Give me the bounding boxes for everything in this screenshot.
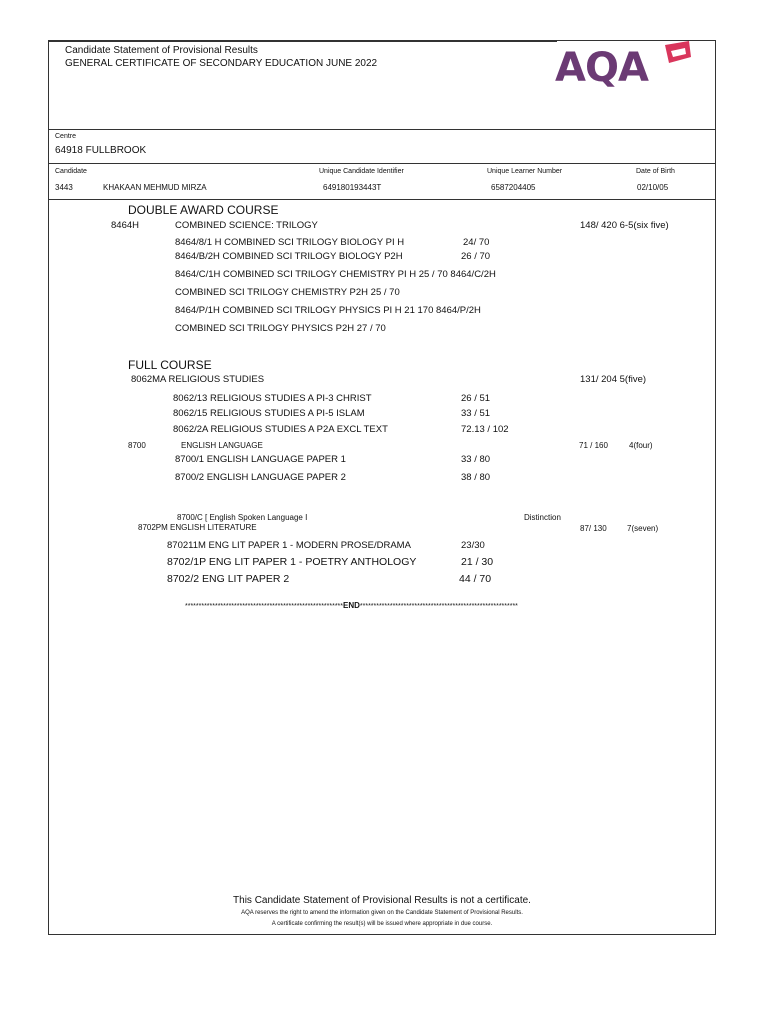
- lit-score: 23/30: [461, 540, 485, 551]
- statement-header: [49, 41, 715, 130]
- centre-value: 64918 FULLBROOK: [55, 145, 147, 156]
- end-marker: [185, 601, 518, 610]
- statement-title: Candidate Statement of Provisional Results: [65, 45, 258, 56]
- science-line: 8464/8/1 H COMBINED SCI TRILOGY BIOLOGY PI H: [175, 237, 405, 248]
- rs-title: 8062MA RELIGIOUS STUDIES: [131, 374, 265, 385]
- rs-score: 72.13 / 102: [461, 424, 509, 435]
- end-stars-left: **********************************************************: [185, 603, 343, 610]
- english-language-code: 8700: [128, 441, 146, 450]
- english-literature-title: 8702PM ENGLISH LITERATURE: [138, 523, 257, 532]
- end-stars-right: **********************************************************: [359, 603, 518, 610]
- rs-score: 26 / 51: [461, 393, 491, 404]
- centre-section: [49, 129, 715, 164]
- science-line: 8464/P/1H COMBINED SCI TRILOGY PHYSICS PI H 21 170 8464/P/2H: [175, 305, 481, 316]
- english-literature-grade: 7(seven): [627, 524, 659, 533]
- header-rule: [49, 41, 557, 42]
- candidate-label: Candidate: [55, 168, 87, 175]
- rs-result: 131/ 204 5(five): [580, 374, 647, 385]
- science-result: 148/ 420 6-5(six five): [580, 220, 669, 231]
- candidate-number: 3443: [55, 183, 73, 192]
- amend-notice: AQA reserves the right to amend the information given on the Candidate Statement of Provisional Results.: [241, 910, 523, 916]
- spoken-language-line: 8700/C [ English Spoken Language I: [177, 513, 308, 522]
- not-certificate-notice: This Candidate Statement of Provisional Results is not a certificate.: [233, 895, 531, 906]
- lit-line: 8702/2 ENG LIT PAPER 2: [167, 573, 290, 585]
- certificate-notice: A certificate confirming the result(s) will be issued where appropriate in due course.: [271, 921, 493, 927]
- dob-value: 02/10/05: [637, 183, 669, 192]
- qualification-title: GENERAL CERTIFICATE OF SECONDARY EDUCATION JUNE 2022: [65, 58, 378, 69]
- science-score: 26 / 70: [461, 251, 491, 262]
- lit-score: 21 / 30: [461, 556, 494, 568]
- english-literature-score: 87/ 130: [580, 524, 607, 533]
- science-code: 8464H: [111, 220, 139, 231]
- aqa-logo-text: AQA: [555, 45, 648, 91]
- lit-score: 44 / 70: [459, 573, 492, 585]
- el-score: 33 / 80: [461, 454, 491, 465]
- english-language-grade: 4(four): [629, 441, 653, 450]
- science-line: 8464/C/1H COMBINED SCI TRILOGY CHEMISTRY PI H 25 / 70 8464/C/2H: [175, 269, 496, 280]
- rs-score: 33 / 51: [461, 408, 491, 419]
- el-score: 38 / 80: [461, 472, 491, 483]
- rs-line: 8062/13 RELIGIOUS STUDIES A PI-3 CHRIST: [173, 393, 372, 404]
- el-line: 8700/2 ENGLISH LANGUAGE PAPER 2: [175, 472, 346, 483]
- candidate-name: KHAKAAN MEHMUD MIRZA: [103, 183, 207, 192]
- candidate-section: [49, 163, 715, 200]
- science-line: COMBINED SCI TRILOGY CHEMISTRY P2H 25 / 70: [175, 287, 400, 298]
- uln-label: Unique Learner Number: [487, 168, 563, 175]
- lit-line: 870211M ENG LIT PAPER 1 - MODERN PROSE/DRAMA: [167, 540, 411, 551]
- lit-line: 8702/1P ENG LIT PAPER 1 - POETRY ANTHOLOGY: [167, 556, 417, 568]
- english-language-title: ENGLISH LANGUAGE: [181, 441, 263, 450]
- rs-line: 8062/15 RELIGIOUS STUDIES A PI-5 ISLAM: [173, 408, 365, 419]
- rs-line: 8062/2A RELIGIOUS STUDIES A P2A EXCL TEXT: [173, 424, 388, 435]
- end-word: END: [343, 601, 360, 610]
- uci-label: Unique Candidate Identifier: [319, 168, 404, 175]
- english-language-score: 71 / 160: [579, 441, 608, 450]
- results-statement: [48, 40, 716, 935]
- science-title: COMBINED SCIENCE: TRILOGY: [175, 220, 318, 231]
- science-line: 8464/B/2H COMBINED SCI TRILOGY BIOLOGY P2H: [175, 251, 403, 262]
- el-line: 8700/1 ENGLISH LANGUAGE PAPER 1: [175, 454, 346, 465]
- spoken-language-result: Distinction: [524, 513, 561, 522]
- science-score: 24/ 70: [463, 237, 490, 248]
- dob-label: Date of Birth: [636, 168, 675, 175]
- full-course-heading: FULL COURSE: [128, 358, 212, 372]
- double-award-heading: DOUBLE AWARD COURSE: [128, 203, 279, 217]
- uci-value: 649180193443T: [323, 183, 382, 192]
- aqa-logo: [555, 41, 703, 89]
- aqa-flag-icon: [661, 39, 695, 69]
- science-line: COMBINED SCI TRILOGY PHYSICS P2H 27 / 70: [175, 323, 386, 334]
- uln-value: 6587204405: [491, 183, 536, 192]
- centre-label: Centre: [55, 133, 77, 140]
